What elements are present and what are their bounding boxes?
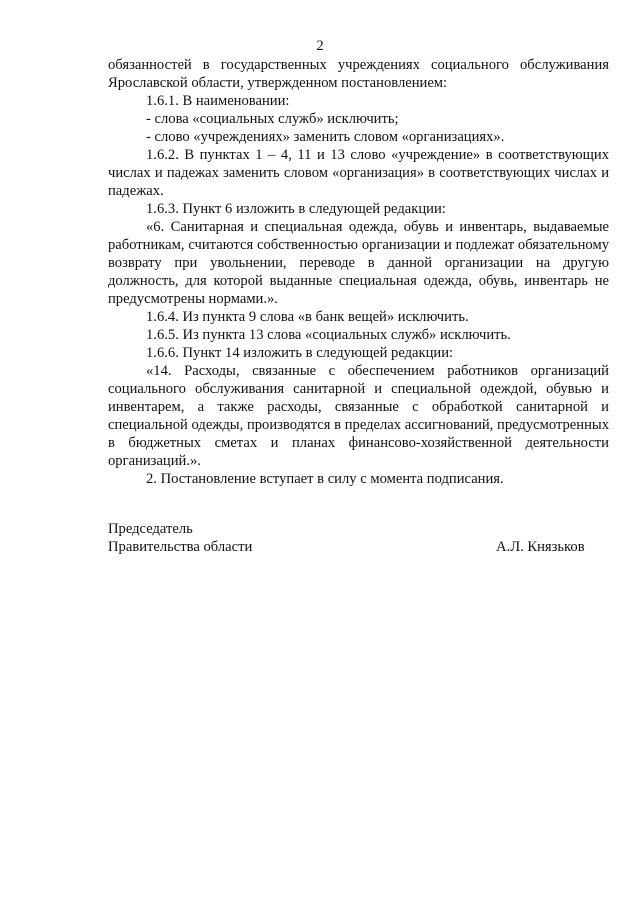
paragraph-1-6-1-item-2: - слово «учреждениях» заменить словом «организациях».	[146, 129, 505, 145]
signatory-title-line-1: Председатель	[108, 521, 193, 537]
paragraph-1-6-4: 1.6.4. Из пункта 9 слова «в банк вещей» исключить.	[146, 309, 469, 325]
paragraph-1-6-1-item-1: - слова «социальных служб» исключить;	[146, 111, 399, 127]
signatory-title	[108, 520, 252, 556]
paragraph-1-6-6: 1.6.6. Пункт 14 изложить в следующей редакции:	[146, 345, 454, 361]
paragraph-point-14-text: «14. Расходы, связанные с обеспечением работников организаций социального обслуживания санитарной и специальной одеждой, обувью и инвентарем, а также расходы, связанные с обработкой санитарной и специальной одежды, производятся в пределах ассигнований, предусмотренных в бюджетных сметах и планах финансово-хозяйственной деятельности организаций.».	[108, 363, 609, 469]
paragraph-2: 2. Постановление вступает в силу с момента подписания.	[146, 471, 504, 487]
signatory-title-line-2: Правительства области	[108, 539, 253, 555]
paragraph-1-6-3: 1.6.3. Пункт 6 изложить в следующей редакции:	[146, 201, 446, 217]
document-body	[108, 56, 609, 488]
paragraph-point-6-text: «6. Санитарная и специальная одежда, обувь и инвентарь, выдаваемые работникам, считаются собственностью организации и подлежат обязательному возврату при увольнении, переводе в данной организации на другую должность, для которой выданные специальная одежда, обувь, инвентарь не предусмотрены нормами.».	[108, 219, 609, 307]
paragraph-1-6-1: 1.6.1. В наименовании:	[146, 93, 290, 109]
signatory-name: А.Л. Князьков	[496, 539, 585, 555]
paragraph-continuation: обязанностей в государственных учреждениях социального обслуживания Ярославской области, утвержденном постановлением:	[108, 57, 609, 91]
paragraph-1-6-5: 1.6.5. Из пункта 13 слова «социальных служб» исключить.	[146, 327, 511, 343]
page-number: 2	[316, 38, 324, 54]
paragraph-1-6-2: 1.6.2. В пунктах 1 – 4, 11 и 13 слово «учреждение» в соответствующих числах и падежах заменить словом «организация» в соответствующих числах и падежах.	[108, 147, 609, 199]
